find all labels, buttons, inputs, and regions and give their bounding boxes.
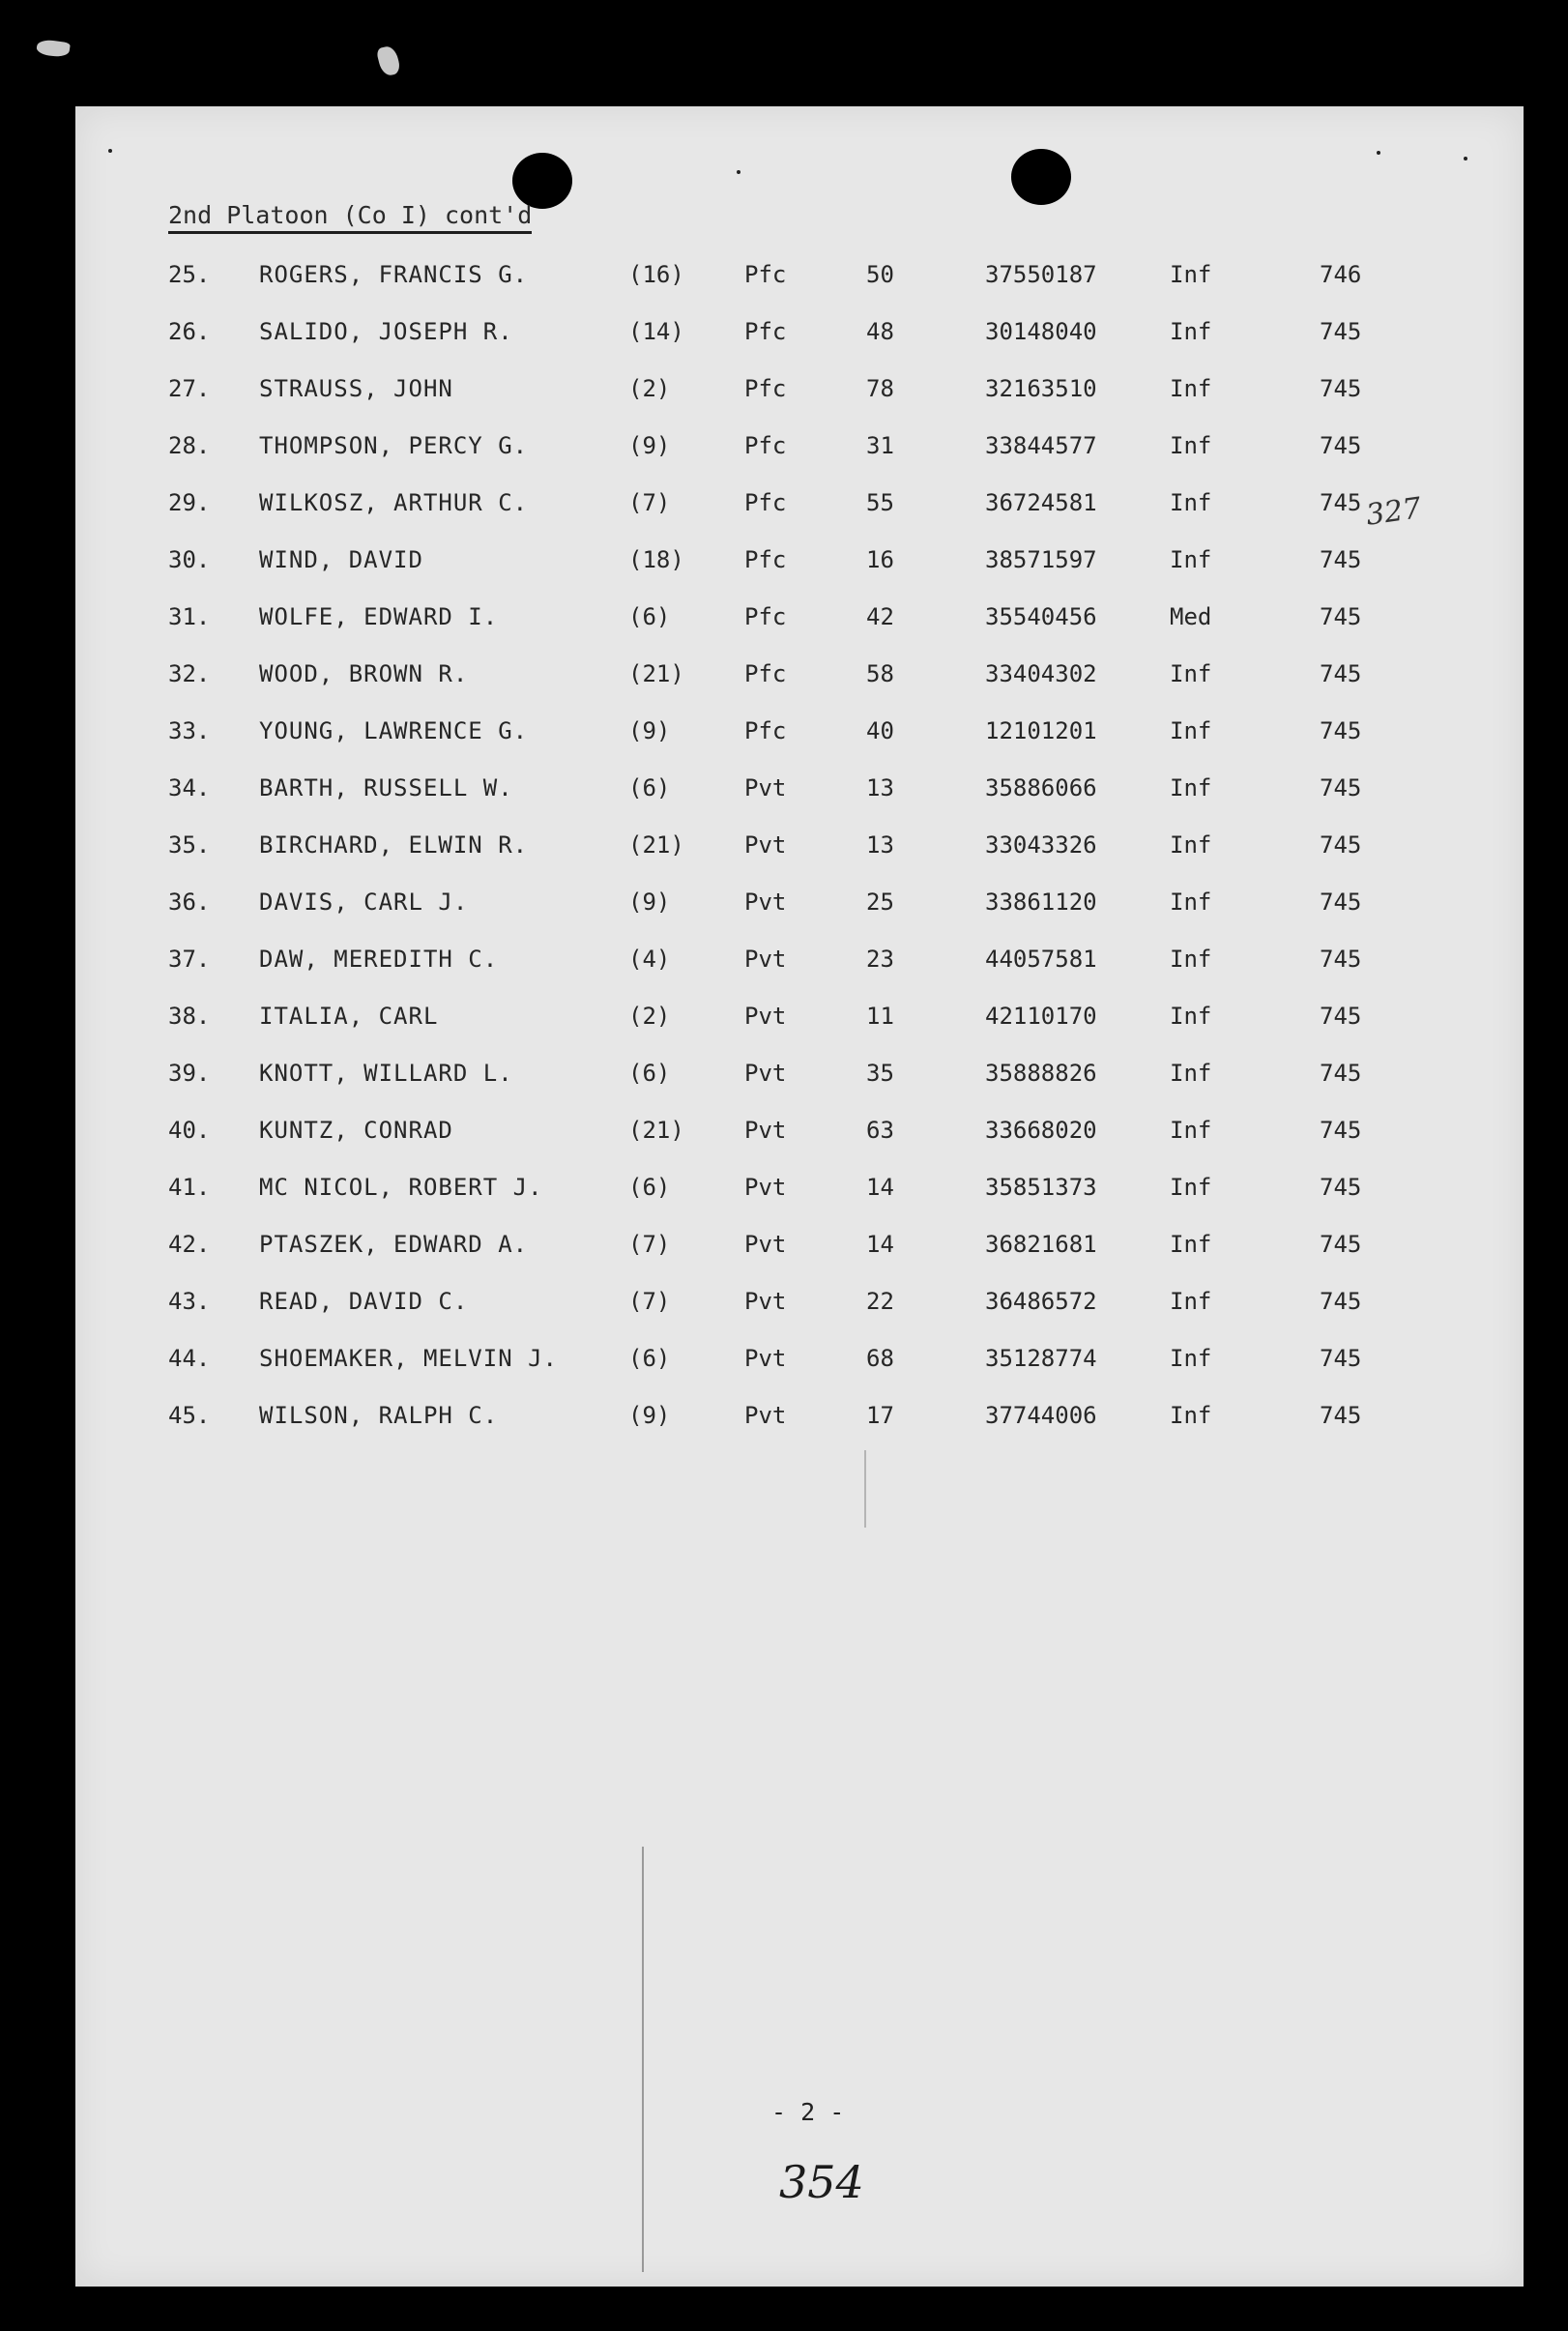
row-arm: Inf: [1170, 1003, 1212, 1030]
row-arm: Inf: [1170, 1117, 1212, 1144]
row-score: 31: [866, 432, 894, 459]
row-serial: 38571597: [985, 546, 1097, 573]
row-name: PTASZEK, EDWARD A.: [259, 1231, 529, 1258]
section-heading: 2nd Platoon (Co I) cont'd: [168, 201, 532, 234]
row-unit: 745: [1320, 774, 1362, 801]
table-row: [75, 489, 1524, 528]
row-serial: 33404302: [985, 660, 1097, 687]
table-row: [75, 831, 1524, 870]
row-score: 23: [866, 946, 894, 973]
row-rank: Pfc: [744, 261, 787, 288]
row-unit: 745: [1320, 546, 1362, 573]
row-arm: Inf: [1170, 261, 1212, 288]
row-rank: Pvt: [744, 946, 787, 973]
row-num: 40.: [168, 1117, 211, 1144]
fold-mark: [642, 1847, 644, 2272]
row-code: (9): [628, 717, 671, 744]
row-score: 16: [866, 546, 894, 573]
row-unit: 745: [1320, 603, 1362, 630]
row-arm: Inf: [1170, 432, 1212, 459]
row-unit: 745: [1320, 1402, 1362, 1429]
row-score: 17: [866, 1402, 894, 1429]
handwritten-marginal-note: 327: [1363, 491, 1424, 533]
row-num: 27.: [168, 375, 211, 402]
row-unit: 745: [1320, 1117, 1362, 1144]
table-row: [75, 1402, 1524, 1441]
row-serial: 33844577: [985, 432, 1097, 459]
row-serial: 30148040: [985, 318, 1097, 345]
row-score: 11: [866, 1003, 894, 1030]
row-score: 13: [866, 774, 894, 801]
row-score: 58: [866, 660, 894, 687]
row-arm: Inf: [1170, 831, 1212, 859]
row-name: BARTH, RUSSELL W.: [259, 774, 513, 801]
row-rank: Pfc: [744, 660, 787, 687]
row-name: THOMPSON, PERCY G.: [259, 432, 529, 459]
row-rank: Pfc: [744, 546, 787, 573]
row-score: 40: [866, 717, 894, 744]
row-arm: Inf: [1170, 318, 1212, 345]
table-row: [75, 660, 1524, 699]
row-num: 31.: [168, 603, 211, 630]
row-rank: Pfc: [744, 432, 787, 459]
row-unit: 745: [1320, 946, 1362, 973]
row-arm: Inf: [1170, 375, 1212, 402]
row-serial: 35540456: [985, 603, 1097, 630]
row-num: 33.: [168, 717, 211, 744]
document-page: [75, 106, 1524, 2287]
row-name: DAVIS, CARL J.: [259, 889, 469, 916]
row-score: 22: [866, 1288, 894, 1315]
row-code: (6): [628, 603, 671, 630]
row-unit: 745: [1320, 489, 1362, 516]
row-arm: Inf: [1170, 1231, 1212, 1258]
row-name: WOOD, BROWN R.: [259, 660, 469, 687]
row-rank: Pfc: [744, 489, 787, 516]
table-row: [75, 546, 1524, 585]
row-unit: 745: [1320, 1345, 1362, 1372]
row-rank: Pvt: [744, 1402, 787, 1429]
row-code: (2): [628, 1003, 671, 1030]
row-code: (6): [628, 774, 671, 801]
row-name: READ, DAVID C.: [259, 1288, 469, 1315]
row-arm: Med: [1170, 603, 1212, 630]
row-num: 39.: [168, 1060, 211, 1087]
table-row: [75, 603, 1524, 642]
table-row: [75, 1003, 1524, 1041]
row-code: (16): [628, 261, 684, 288]
speck-dot: [1464, 157, 1467, 160]
row-serial: 35886066: [985, 774, 1097, 801]
speck-dot: [1377, 151, 1380, 155]
row-arm: Inf: [1170, 946, 1212, 973]
row-code: (9): [628, 889, 671, 916]
row-rank: Pvt: [744, 1231, 787, 1258]
row-serial: 35851373: [985, 1174, 1097, 1201]
row-name: SALIDO, JOSEPH R.: [259, 318, 513, 345]
row-num: 41.: [168, 1174, 211, 1201]
table-row: [75, 1060, 1524, 1098]
row-arm: Inf: [1170, 1345, 1212, 1372]
table-row: [75, 946, 1524, 984]
row-rank: Pfc: [744, 318, 787, 345]
row-arm: Inf: [1170, 717, 1212, 744]
row-code: (4): [628, 946, 671, 973]
table-row: [75, 1231, 1524, 1269]
row-rank: Pvt: [744, 831, 787, 859]
row-score: 63: [866, 1117, 894, 1144]
row-arm: Inf: [1170, 774, 1212, 801]
row-score: 14: [866, 1231, 894, 1258]
row-arm: Inf: [1170, 489, 1212, 516]
fold-mark: [864, 1450, 866, 1528]
row-num: 35.: [168, 831, 211, 859]
row-score: 13: [866, 831, 894, 859]
row-name: KNOTT, WILLARD L.: [259, 1060, 513, 1087]
table-row: [75, 1117, 1524, 1155]
row-name: STRAUSS, JOHN: [259, 375, 453, 402]
row-name: SHOEMAKER, MELVIN J.: [259, 1345, 558, 1372]
row-serial: 33861120: [985, 889, 1097, 916]
row-num: 45.: [168, 1402, 211, 1429]
row-code: (14): [628, 318, 684, 345]
row-num: 25.: [168, 261, 211, 288]
row-code: (21): [628, 831, 684, 859]
row-score: 50: [866, 261, 894, 288]
row-serial: 36821681: [985, 1231, 1097, 1258]
row-unit: 745: [1320, 1231, 1362, 1258]
row-serial: 33043326: [985, 831, 1097, 859]
row-unit: 745: [1320, 717, 1362, 744]
row-score: 68: [866, 1345, 894, 1372]
row-rank: Pvt: [744, 1060, 787, 1087]
row-code: (7): [628, 1231, 671, 1258]
row-rank: Pvt: [744, 1174, 787, 1201]
table-row: [75, 889, 1524, 927]
row-num: 30.: [168, 546, 211, 573]
row-num: 44.: [168, 1345, 211, 1372]
row-serial: 42110170: [985, 1003, 1097, 1030]
row-code: (7): [628, 489, 671, 516]
row-unit: 745: [1320, 1060, 1362, 1087]
row-unit: 745: [1320, 1003, 1362, 1030]
row-unit: 745: [1320, 318, 1362, 345]
row-num: 43.: [168, 1288, 211, 1315]
row-score: 35: [866, 1060, 894, 1087]
row-arm: Inf: [1170, 1288, 1212, 1315]
row-name: WILSON, RALPH C.: [259, 1402, 499, 1429]
row-name: WILKOSZ, ARTHUR C.: [259, 489, 529, 516]
row-unit: 745: [1320, 1288, 1362, 1315]
row-unit: 745: [1320, 375, 1362, 402]
row-serial: 37550187: [985, 261, 1097, 288]
row-arm: Inf: [1170, 1060, 1212, 1087]
row-unit: 745: [1320, 889, 1362, 916]
table-row: [75, 261, 1524, 300]
row-serial: 35888826: [985, 1060, 1097, 1087]
row-code: (21): [628, 1117, 684, 1144]
row-name: MC NICOL, ROBERT J.: [259, 1174, 543, 1201]
row-serial: 44057581: [985, 946, 1097, 973]
row-code: (21): [628, 660, 684, 687]
row-rank: Pvt: [744, 774, 787, 801]
row-score: 25: [866, 889, 894, 916]
table-row: [75, 1288, 1524, 1326]
row-name: DAW, MEREDITH C.: [259, 946, 499, 973]
row-serial: 35128774: [985, 1345, 1097, 1372]
row-rank: Pfc: [744, 717, 787, 744]
row-arm: Inf: [1170, 1174, 1212, 1201]
row-name: YOUNG, LAWRENCE G.: [259, 717, 529, 744]
row-unit: 745: [1320, 660, 1362, 687]
row-arm: Inf: [1170, 546, 1212, 573]
handwritten-page-number: 354: [779, 2156, 864, 2208]
row-serial: 37744006: [985, 1402, 1097, 1429]
row-unit: 746: [1320, 261, 1362, 288]
row-rank: Pvt: [744, 889, 787, 916]
row-name: ROGERS, FRANCIS G.: [259, 261, 529, 288]
row-rank: Pvt: [744, 1288, 787, 1315]
row-rank: Pvt: [744, 1117, 787, 1144]
row-num: 29.: [168, 489, 211, 516]
row-arm: Inf: [1170, 660, 1212, 687]
row-rank: Pvt: [744, 1345, 787, 1372]
punch-hole: [1011, 149, 1071, 205]
row-num: 38.: [168, 1003, 211, 1030]
table-row: [75, 432, 1524, 471]
row-rank: Pvt: [744, 1003, 787, 1030]
scan-speck: [376, 44, 402, 77]
row-num: 36.: [168, 889, 211, 916]
row-name: KUNTZ, CONRAD: [259, 1117, 453, 1144]
row-num: 32.: [168, 660, 211, 687]
speck-dot: [108, 149, 112, 153]
table-row: [75, 1174, 1524, 1212]
table-row: [75, 774, 1524, 813]
table-row: [75, 717, 1524, 756]
row-code: (9): [628, 1402, 671, 1429]
row-arm: Inf: [1170, 889, 1212, 916]
row-name: WOLFE, EDWARD I.: [259, 603, 499, 630]
row-serial: 36486572: [985, 1288, 1097, 1315]
row-code: (6): [628, 1174, 671, 1201]
row-code: (6): [628, 1060, 671, 1087]
row-score: 48: [866, 318, 894, 345]
row-serial: 12101201: [985, 717, 1097, 744]
row-num: 26.: [168, 318, 211, 345]
row-name: BIRCHARD, ELWIN R.: [259, 831, 529, 859]
page-number: - 2 -: [771, 2098, 845, 2126]
row-rank: Pfc: [744, 603, 787, 630]
row-unit: 745: [1320, 1174, 1362, 1201]
row-num: 34.: [168, 774, 211, 801]
row-code: (2): [628, 375, 671, 402]
row-unit: 745: [1320, 432, 1362, 459]
row-num: 42.: [168, 1231, 211, 1258]
row-rank: Pfc: [744, 375, 787, 402]
row-score: 55: [866, 489, 894, 516]
row-num: 28.: [168, 432, 211, 459]
row-score: 78: [866, 375, 894, 402]
row-code: (18): [628, 546, 684, 573]
row-unit: 745: [1320, 831, 1362, 859]
table-row: [75, 375, 1524, 414]
row-code: (9): [628, 432, 671, 459]
speck-dot: [737, 170, 740, 174]
table-row: [75, 318, 1524, 357]
row-code: (7): [628, 1288, 671, 1315]
row-num: 37.: [168, 946, 211, 973]
row-score: 14: [866, 1174, 894, 1201]
row-name: WIND, DAVID: [259, 546, 423, 573]
row-score: 42: [866, 603, 894, 630]
row-serial: 33668020: [985, 1117, 1097, 1144]
row-arm: Inf: [1170, 1402, 1212, 1429]
row-name: ITALIA, CARL: [259, 1003, 439, 1030]
row-code: (6): [628, 1345, 671, 1372]
scan-speck: [36, 39, 71, 59]
table-row: [75, 1345, 1524, 1384]
row-serial: 32163510: [985, 375, 1097, 402]
row-serial: 36724581: [985, 489, 1097, 516]
